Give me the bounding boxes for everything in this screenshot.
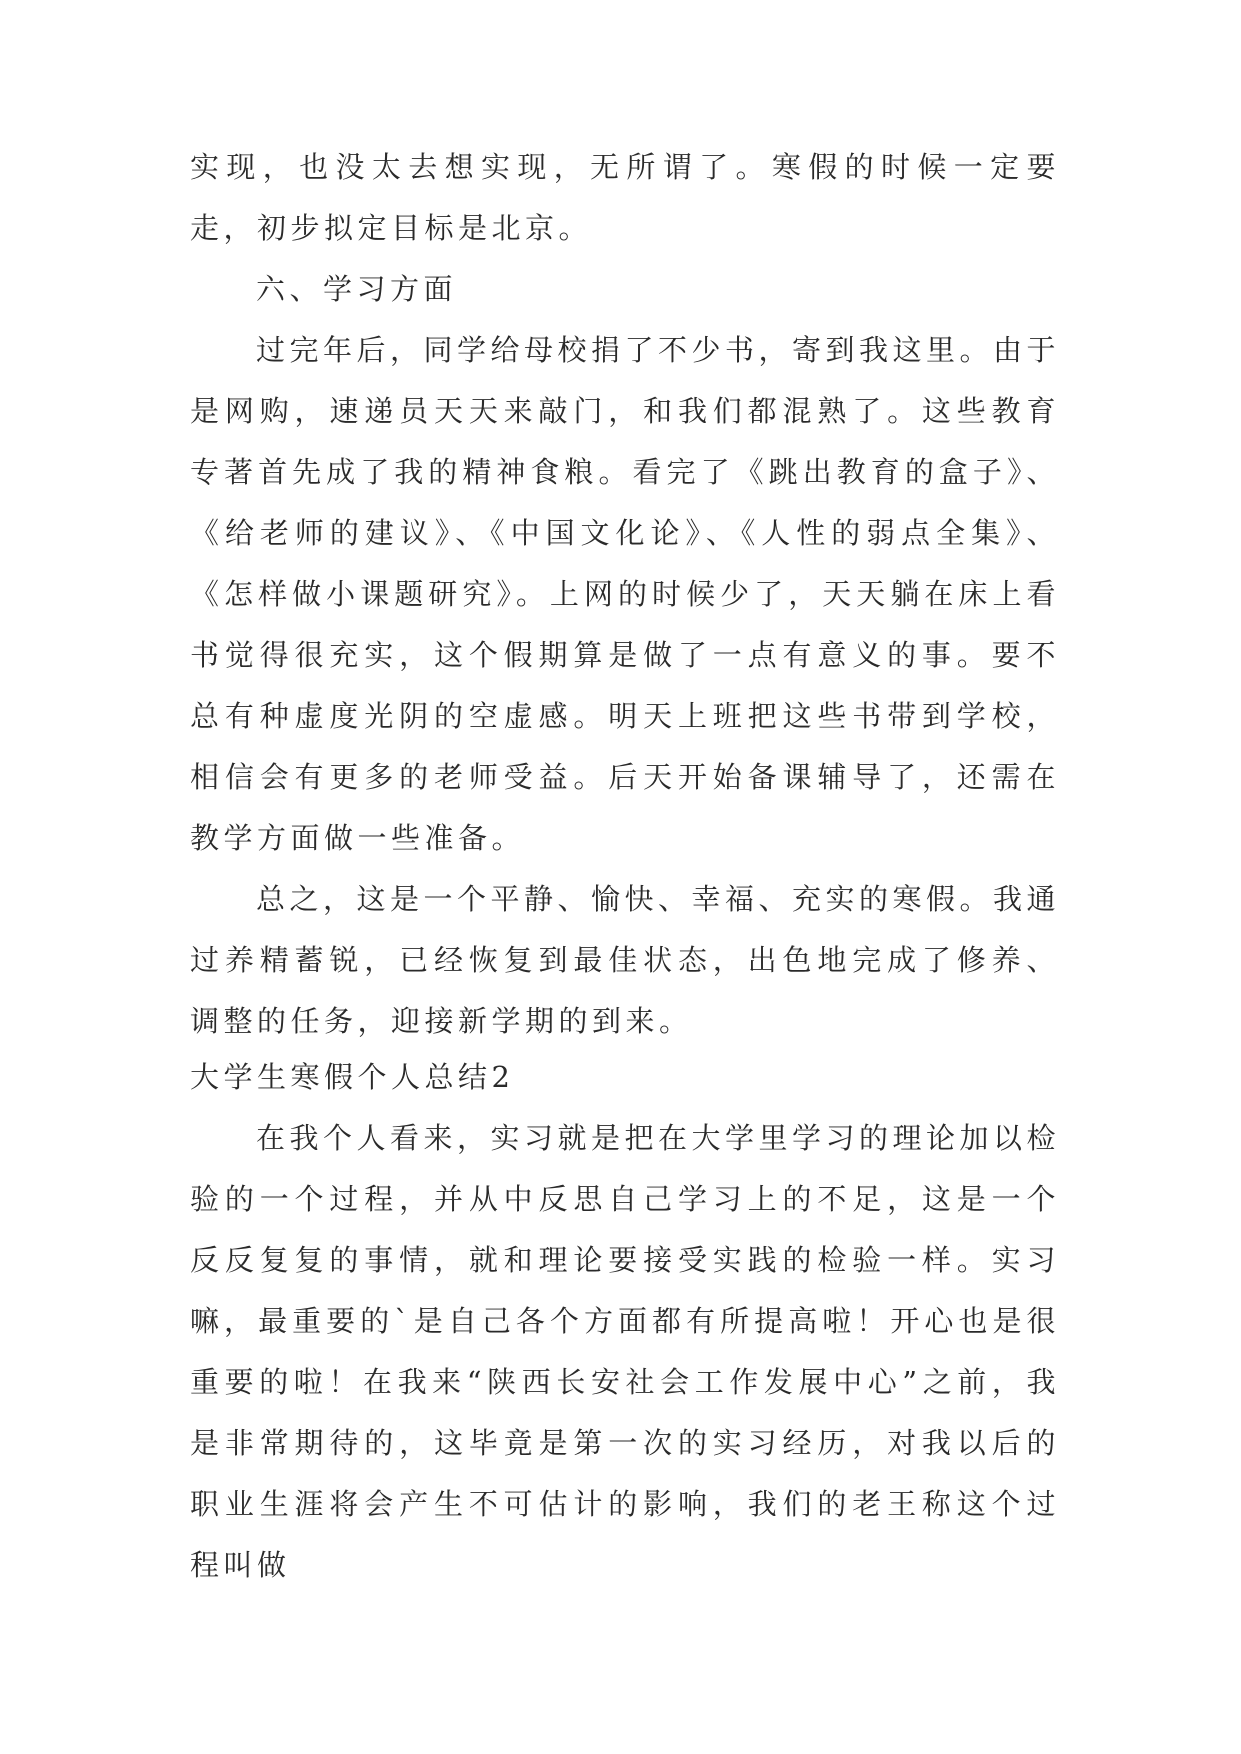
study-paragraph: 过完年后，同学给母校捐了不少书，寄到我这里。由于是网购，速递员天天来敲门，和我们都混熟了。这些教育专著首先成了我的精神食粮。看完了《跳出教育的盒子》、《给老师的建议》、《中国文化论》、《人性的弱点全集》、《怎样做小课题研究》。上网的时候少了，天天躺在床上看书觉得很充实，这个假期算是做了一点有意义的事。要不总有种虚度光阴的空虚感。明天上班把这些书带到学校，相信会有更多的老师受益。后天开始备课辅导了，还需在教学方面做一些准备。 [190, 333, 1061, 855]
subheading-study: 六、学习方面 [256, 272, 458, 306]
internship-paragraph: 在我个人看来，实习就是把在大学里学习的理论加以检验的一个过程，并从中反思自己学习上的不足，这是一个反反复复的事情，就和理论要接受实践的检验一样。实习嘛，最重要的`是自己各个方面都有所提高啦！开心也是很重要的啦！在我来“陕西长安社会工作发展中心”之前，我是非常期待的，这毕竟是第一次的实习经历，对我以后的职业生涯将会产生不可估计的影响，我们的老王称这个过程叫做 [190, 1121, 1061, 1582]
summary-paragraph: 总之，这是一个平静、愉快、幸福、充实的寒假。我通过养精蓄锐，已经恢复到最佳状态，出色地完成了修养、调整的任务，迎接新学期的到来。 [190, 882, 1061, 1038]
continuation-paragraph: 实现，也没太去想实现，无所谓了。寒假的时候一定要走，初步拟定目标是北京。 [190, 150, 1060, 245]
section-2-title: 大学生寒假个人总结2 [190, 1060, 515, 1094]
section-1-body [190, 137, 1060, 1052]
section-2-body [190, 1108, 1060, 1596]
